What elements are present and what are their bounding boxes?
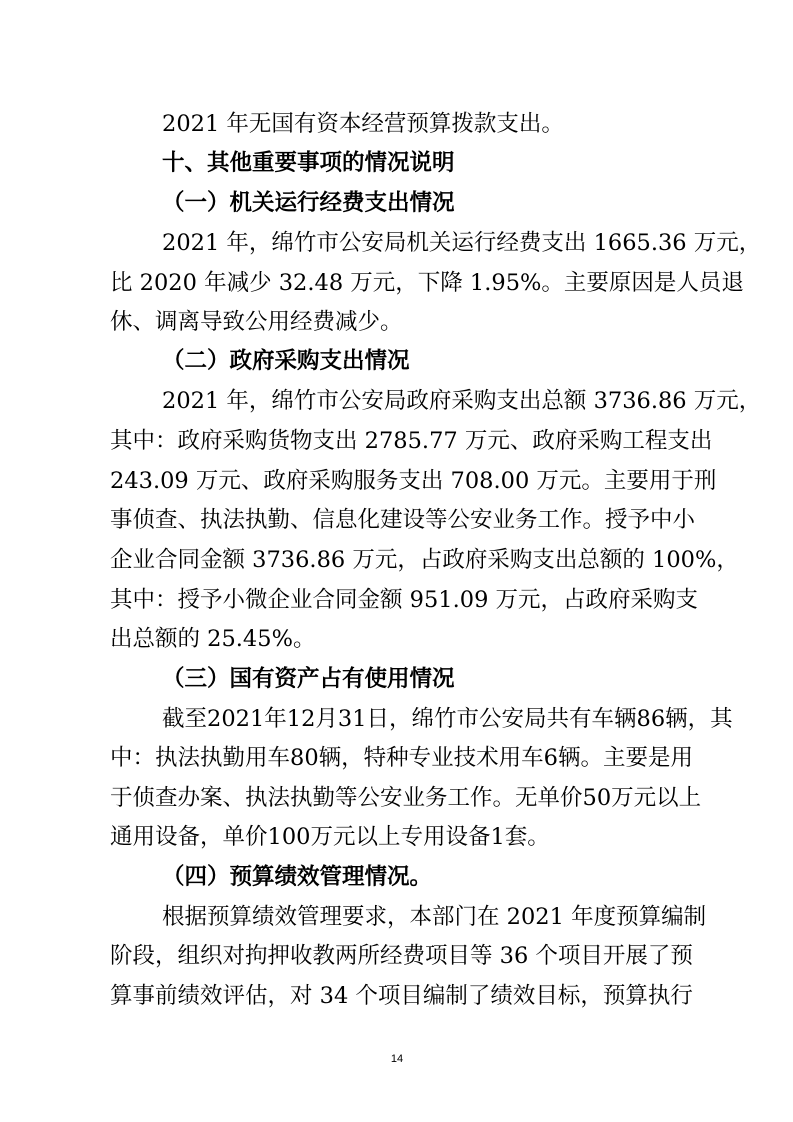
page-number: 14	[390, 1053, 404, 1065]
paragraph-line: 阶段，组织对拘押收教两所经费项目等 36 个项目开展了预	[110, 943, 693, 969]
paragraph-line: 其中：政府采购货物支出 2785.77 万元、政府采购工程支出	[110, 428, 713, 454]
paragraph-line: 休、调离导致公用经费减少。	[110, 309, 403, 335]
section-heading: 十、其他重要事项的情况说明	[162, 150, 455, 176]
paragraph-line: 2021 年，绵竹市公安局机关运行经费支出 1665.36 万元，	[162, 230, 762, 256]
subsection-heading: （一）机关运行经费支出情况	[162, 190, 455, 216]
subsection-heading: （二）政府采购支出情况	[162, 348, 410, 374]
paragraph-line: 截至2021年12月31日，绵竹市公安局共有车辆86辆，其	[162, 706, 733, 732]
paragraph-line: 比 2020 年减少 32.48 万元，下降 1.95%。主要原因是人员退	[110, 270, 744, 296]
paragraph-line: 2021 年无国有资本经营预算拨款支出。	[162, 111, 564, 137]
paragraph-line: 243.09 万元、政府采购服务支出 708.00 万元。主要用于刑	[110, 468, 717, 494]
subsection-heading: （三）国有资产占有使用情况	[162, 666, 455, 692]
paragraph-line: 事侦查、执法执勤、信息化建设等公安业务工作。授予中小	[110, 507, 696, 533]
paragraph-line: 其中：授予小微企业合同金额 951.09 万元，占政府采购支	[110, 587, 699, 613]
paragraph-line: 通用设备，单价100万元以上专用设备1套。	[110, 824, 550, 850]
subsection-heading: （四）预算绩效管理情况。	[162, 864, 433, 890]
paragraph-line: 企业合同金额 3736.86 万元，占政府采购支出总额的 100%，	[110, 547, 739, 573]
paragraph-line: 中：执法执勤用车80辆，特种专业技术用车6辆。主要是用	[110, 745, 693, 771]
paragraph-line: 根据预算绩效管理要求，本部门在 2021 年度预算编制	[162, 904, 707, 930]
paragraph-line: 于侦查办案、执法执勤等公安业务工作。无单价50万元以上	[110, 785, 702, 811]
paragraph-line: 2021 年，绵竹市公安局政府采购支出总额 3736.86 万元，	[162, 388, 762, 414]
paragraph-line: 算事前绩效评估，对 34 个项目编制了绩效目标，预算执行	[110, 983, 693, 1009]
paragraph-line: 出总额的 25.45%。	[110, 626, 316, 652]
